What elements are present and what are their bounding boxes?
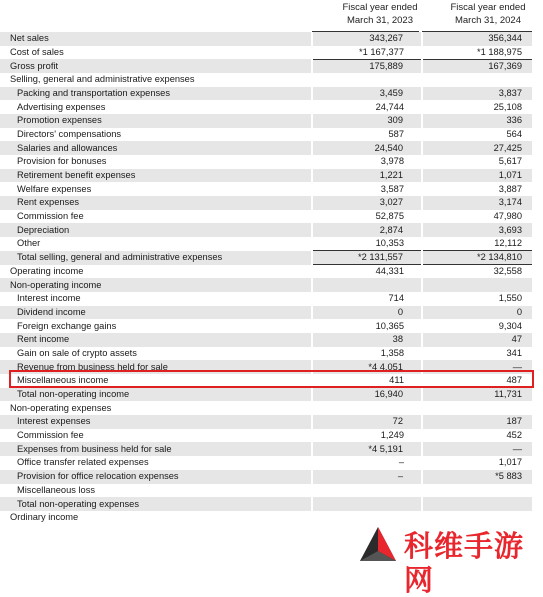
table-row xyxy=(0,73,532,87)
row-label: Revenue from business held for sale xyxy=(0,360,312,374)
table-row xyxy=(0,32,532,46)
row-label: Depreciation xyxy=(0,223,312,237)
value-fy2023: 10,365 xyxy=(375,320,404,331)
value-fy2023: 309 xyxy=(312,114,422,128)
row-label: Miscellaneous loss xyxy=(17,484,96,495)
row-label: Dividend income xyxy=(0,306,312,320)
value-fy2023: 1,249 xyxy=(380,430,404,441)
income-statement-table xyxy=(0,32,532,525)
row-label: Selling, general and administrative expenses xyxy=(10,74,195,85)
value-fy2024: 32,558 xyxy=(422,265,532,279)
value-fy2023: 175,889 xyxy=(312,59,422,73)
value-fy2024: 336 xyxy=(422,114,532,128)
table-row xyxy=(0,319,532,333)
value-fy2023: *4 5,191 xyxy=(312,442,422,456)
value-fy2024: 1,017 xyxy=(498,457,522,468)
table-row xyxy=(0,46,532,60)
value-fy2024 xyxy=(422,73,532,87)
value-fy2023 xyxy=(312,401,422,415)
value-fy2023: – xyxy=(312,470,422,484)
value-fy2024: 452 xyxy=(506,430,522,441)
value-fy2023: 44,331 xyxy=(312,265,422,279)
value-fy2024: 5,617 xyxy=(498,156,522,167)
value-fy2023 xyxy=(312,278,422,292)
row-label: Salaries and allowances xyxy=(0,141,312,155)
value-fy2023: 72 xyxy=(312,415,422,429)
table-row xyxy=(0,429,532,443)
value-fy2024: — xyxy=(422,442,532,456)
table-row xyxy=(0,497,532,511)
value-fy2023: 52,875 xyxy=(375,211,404,222)
value-fy2023: 3,978 xyxy=(380,156,404,167)
row-label: Miscellaneous income xyxy=(17,375,109,386)
value-fy2024: *5 883 xyxy=(422,470,532,484)
row-label: Gain on sale of crypto assets xyxy=(17,348,137,359)
value-fy2024: 167,369 xyxy=(422,59,532,73)
row-label: Interest income xyxy=(17,293,81,304)
row-label: Rent income xyxy=(0,333,312,347)
row-label: Directors' compensations xyxy=(17,129,122,140)
value-fy2024: 187 xyxy=(422,415,532,429)
value-fy2023: 2,874 xyxy=(312,223,422,237)
value-fy2023: *1 167,377 xyxy=(359,46,404,57)
table-row xyxy=(0,169,532,183)
value-fy2024: *2 134,810 xyxy=(422,251,532,265)
row-label: Net sales xyxy=(0,32,312,46)
row-label: Non-operating expenses xyxy=(10,402,112,413)
table-row xyxy=(0,347,532,361)
value-fy2023: 24,540 xyxy=(312,141,422,155)
watermark-logo-icon xyxy=(358,525,398,565)
value-fy2024: 564 xyxy=(506,129,522,140)
value-fy2023: *2 131,557 xyxy=(312,251,422,265)
table-row xyxy=(0,333,532,347)
value-fy2023: *4 4,051 xyxy=(312,360,422,374)
row-label: Packing and transportation expenses xyxy=(0,87,312,101)
value-fy2023: 1,221 xyxy=(312,169,422,183)
row-label: Ordinary income xyxy=(10,512,79,523)
table-row xyxy=(0,415,532,429)
value-fy2024: 0 xyxy=(422,306,532,320)
value-fy2023: 1,358 xyxy=(380,348,404,359)
table-row xyxy=(0,59,532,73)
value-fy2023: 411 xyxy=(389,375,404,386)
column-header-fy2023-line1: Fiscal year ended xyxy=(342,2,418,13)
row-label: Non-operating income xyxy=(0,278,312,292)
value-fy2023: – xyxy=(398,457,404,468)
table-row xyxy=(0,100,532,114)
column-header-fy2024 xyxy=(438,1,538,27)
table-row xyxy=(0,374,532,388)
value-fy2023: 3,587 xyxy=(380,183,404,194)
row-label: Welfare expenses xyxy=(17,183,92,194)
table-row xyxy=(0,456,532,470)
table-row xyxy=(0,360,532,374)
table-row xyxy=(0,470,532,484)
value-fy2023: 16,940 xyxy=(312,388,422,402)
watermark xyxy=(352,522,543,597)
row-label: Gross profit xyxy=(0,59,312,73)
value-fy2024: 3,837 xyxy=(422,87,532,101)
row-label: Other xyxy=(17,238,41,249)
table-row xyxy=(0,87,532,101)
value-fy2023: 0 xyxy=(312,306,422,320)
value-fy2024: 25,108 xyxy=(493,101,522,112)
value-fy2023: 3,027 xyxy=(312,196,422,210)
value-fy2024: 1,071 xyxy=(422,169,532,183)
row-label: Operating income xyxy=(10,266,84,277)
row-label: Promotion expenses xyxy=(0,114,312,128)
table-row xyxy=(0,155,532,169)
table-row xyxy=(0,182,532,196)
row-label: Cost of sales xyxy=(10,47,64,57)
value-fy2024 xyxy=(422,401,532,415)
table-row xyxy=(0,306,532,320)
row-label: Total selling, general and administrative expenses xyxy=(0,251,312,265)
column-header-fy2024-line2: March 31, 2024 xyxy=(454,15,521,26)
value-fy2023 xyxy=(312,73,422,87)
value-fy2023: 24,744 xyxy=(375,101,404,112)
value-fy2024: 3,887 xyxy=(498,183,522,194)
value-fy2023 xyxy=(312,497,422,511)
column-header xyxy=(0,0,543,32)
value-fy2023 xyxy=(312,484,422,498)
row-label: Commission fee xyxy=(17,211,84,222)
row-label: Advertising expenses xyxy=(17,101,106,112)
value-fy2024: 487 xyxy=(506,375,522,386)
column-header-fy2023-line2: March 31, 2023 xyxy=(346,15,413,26)
value-fy2024 xyxy=(422,484,532,498)
row-label: Total non-operating income xyxy=(0,388,312,402)
row-label: Provision for office relocation expenses xyxy=(0,470,312,484)
value-fy2023: 3,459 xyxy=(312,87,422,101)
row-label: Expenses from business held for sale xyxy=(0,442,312,456)
watermark-text: 科维手游网 xyxy=(404,529,525,597)
column-header-fy2023 xyxy=(330,1,430,27)
value-fy2023: 714 xyxy=(388,293,404,304)
table-row xyxy=(0,223,532,237)
row-label: Foreign exchange gains xyxy=(17,320,117,331)
value-fy2024: 47,980 xyxy=(493,211,522,222)
value-fy2024 xyxy=(422,278,532,292)
value-fy2023: 343,267 xyxy=(312,32,422,46)
value-fy2024: 341 xyxy=(506,348,522,359)
row-label: Rent expenses xyxy=(0,196,312,210)
table-row xyxy=(0,292,532,306)
value-fy2024: — xyxy=(422,360,532,374)
value-fy2024 xyxy=(422,497,532,511)
table-row xyxy=(0,442,532,456)
table-row xyxy=(0,401,532,415)
value-fy2024: 3,693 xyxy=(422,223,532,237)
column-header-fy2024-line1: Fiscal year ended xyxy=(450,2,526,13)
value-fy2024: 12,112 xyxy=(494,238,522,249)
row-label: Total non-operating expenses xyxy=(0,497,312,511)
row-label: Commission fee xyxy=(17,430,84,441)
value-fy2024: 27,425 xyxy=(422,141,532,155)
table-row xyxy=(0,265,532,279)
table-row xyxy=(0,210,532,224)
table-row xyxy=(0,114,532,128)
value-fy2024: 356,344 xyxy=(422,32,532,46)
table-row xyxy=(0,141,532,155)
value-fy2024: 3,174 xyxy=(422,196,532,210)
row-label: Retirement benefit expenses xyxy=(0,169,312,183)
value-fy2024: 11,731 xyxy=(422,388,532,402)
row-label: Interest expenses xyxy=(0,415,312,429)
value-fy2024: 9,304 xyxy=(498,320,522,331)
value-fy2023: 38 xyxy=(312,333,422,347)
table-row xyxy=(0,484,532,498)
table-row xyxy=(0,237,532,251)
table-row xyxy=(0,251,532,265)
row-label: Office transfer related expenses xyxy=(17,457,149,468)
table-row xyxy=(0,128,532,142)
value-fy2023: 587 xyxy=(388,129,404,140)
table-row xyxy=(0,196,532,210)
value-fy2023: 10,353 xyxy=(375,238,404,249)
value-fy2024: *1 188,975 xyxy=(477,46,522,57)
value-fy2024: 47 xyxy=(422,333,532,347)
value-fy2024: 1,550 xyxy=(498,293,522,304)
table-row xyxy=(0,278,532,292)
table-row xyxy=(0,388,532,402)
row-label: Provision for bonuses xyxy=(17,156,107,167)
